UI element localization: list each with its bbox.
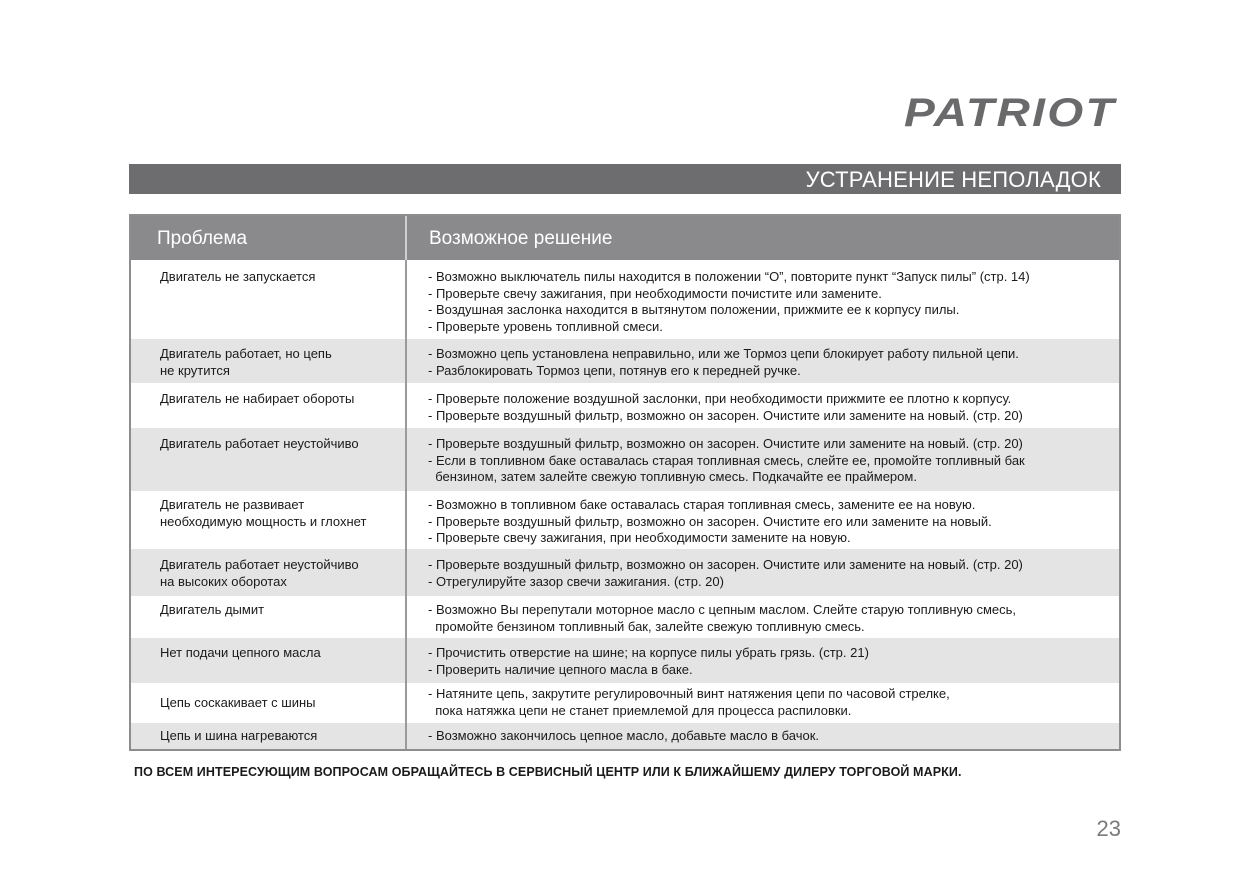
solution-text: - Отрегулируйте зазор свечи зажигания. (стр. 20) (428, 573, 724, 589)
solution-cell (407, 491, 1119, 549)
page-number: 23 (1096, 816, 1121, 841)
solution-text: - Проверьте воздушный фильтр, возможно он засорен. Очистите его или замените на новый. (428, 513, 992, 529)
problem-text: на высоких оборотах (160, 573, 287, 589)
troubleshooting-table (129, 214, 1121, 751)
solution-cell (407, 260, 1119, 339)
problem-cell (131, 383, 407, 428)
problem-text: Двигатель не развивает (160, 497, 305, 512)
solution-cell (407, 339, 1119, 383)
solution-text: - Проверьте свечу зажигания, при необходимости замените на новую. (428, 530, 851, 545)
problem-cell (131, 683, 407, 723)
problem-text: Двигатель не запускается (160, 269, 316, 284)
solution-text: - Проверьте уровень топливной смеси. (428, 318, 663, 334)
solution-text: - Проверьте свечу зажигания, при необходимости почистите или замените. (428, 285, 882, 301)
problem-cell (131, 428, 407, 491)
problem-text: Нет подачи цепного масла (160, 645, 321, 660)
solution-cell (407, 723, 1119, 751)
solution-text: - Воздушная заслонка находится в вытянутом положении, прижмите ее к корпусу пилы. (428, 302, 960, 317)
problem-text: Двигатель работает неустойчиво (160, 557, 359, 572)
solution-cell (407, 383, 1119, 428)
table-row (131, 383, 1119, 428)
problem-cell (131, 638, 407, 683)
solution-text: пока натяжка цепи не станет приемлемой для процесса распиловки. (428, 702, 852, 718)
problem-text: не крутится (160, 362, 230, 378)
solution-text: - Возможно выключатель пилы находится в положении “O”, повторите пункт “Запуск пилы” (стр. 14) (428, 269, 1030, 284)
solution-text: - Прочистить отверстие на шине; на корпусе пилы убрать грязь. (стр. 21) (428, 645, 869, 660)
table-row (131, 683, 1119, 723)
logo-text: PATRIOT (904, 91, 1118, 134)
solution-text: - Возможно в топливном баке оставалась старая топливная смесь, замените ее на новую. (428, 497, 976, 512)
table-row (131, 638, 1119, 683)
solution-text: - Возможно закончилось цепное масло, добавьте масло в бачок. (428, 728, 820, 743)
solution-text: - Проверить наличие цепного масла в баке. (428, 661, 693, 677)
problem-text: Двигатель работает неустойчиво (160, 436, 359, 451)
solution-text: - Возможно Вы перепутали моторное масло с цепным маслом. Слейте старую топливную смесь, (428, 602, 1016, 617)
solution-text: - Проверьте воздушный фильтр, возможно он засорен. Очистите или замените на новый. (стр. 20) (428, 557, 1023, 572)
problem-cell (131, 260, 407, 339)
problem-text: Двигатель не набирает обороты (160, 391, 355, 406)
problem-text: Двигатель дымит (160, 602, 265, 617)
solution-cell (407, 428, 1119, 491)
problem-cell (131, 723, 407, 751)
problem-cell (131, 596, 407, 638)
solution-text: промойте бензином топливный бак, залейте свежую топливную смесь. (428, 618, 865, 634)
table-header (131, 216, 1119, 260)
header-problem: Проблема (131, 216, 407, 260)
section-title: УСТРАНЕНИЕ НЕПОЛАДОК (805, 167, 1101, 192)
section-header-bar (129, 164, 1121, 194)
solution-cell (407, 683, 1119, 723)
solution-cell (407, 596, 1119, 638)
problem-text: Цепь соскакивает с шины (160, 694, 316, 710)
solution-text: бензином, затем залейте свежую топливную смесь. Подкачайте ее праймером. (428, 469, 917, 484)
header-solution: Возможное решение (429, 228, 613, 249)
solution-text: - Если в топливном баке оставалась старая топливная смесь, слейте ее, промойте топливный бак (428, 452, 1025, 468)
problem-text: Двигатель работает, но цепь (160, 346, 332, 361)
problem-cell (131, 339, 407, 383)
table-body (131, 260, 1119, 751)
problem-text: Цепь и шина нагреваются (160, 728, 318, 743)
table-row (131, 339, 1119, 383)
problem-cell (131, 491, 407, 549)
table-row (131, 260, 1119, 339)
solution-text: - Проверьте положение воздушной заслонки, при необходимости прижмите ее плотно к корпусу. (428, 391, 1012, 406)
solution-text: - Возможно цепь установлена неправильно, или же Тормоз цепи блокирует работу пильной цепи. (428, 346, 1019, 361)
solution-text: - Натяните цепь, закрутите регулировочный винт натяжения цепи по часовой стрелке, (428, 686, 950, 701)
solution-cell (407, 549, 1119, 596)
problem-text: необходимую мощность и глохнет (160, 513, 367, 529)
table-row (131, 723, 1119, 751)
table-row (131, 428, 1119, 491)
solution-cell (407, 638, 1119, 683)
table-row (131, 491, 1119, 549)
solution-text: - Проверьте воздушный фильтр, возможно он засорен. Очистите или замените на новый. (стр. 20) (428, 407, 1023, 423)
table-row (131, 549, 1119, 596)
problem-cell (131, 549, 407, 596)
patriot-logo (900, 90, 1122, 134)
solution-text: - Разблокировать Тормоз цепи, потянув его к передней ручке. (428, 362, 801, 378)
service-center-note: ПО ВСЕМ ИНТЕРЕСУЮЩИМ ВОПРОСАМ ОБРАЩАЙТЕСЬ В СЕРВИСНЫЙ ЦЕНТР ИЛИ К БЛИЖАЙШЕМУ ДИЛЕРУ ТОРГОВОЙ МАРКИ. (134, 765, 962, 779)
solution-text: - Проверьте воздушный фильтр, возможно он засорен. Очистите или замените на новый. (стр. 20) (428, 436, 1023, 451)
table-row (131, 596, 1119, 638)
